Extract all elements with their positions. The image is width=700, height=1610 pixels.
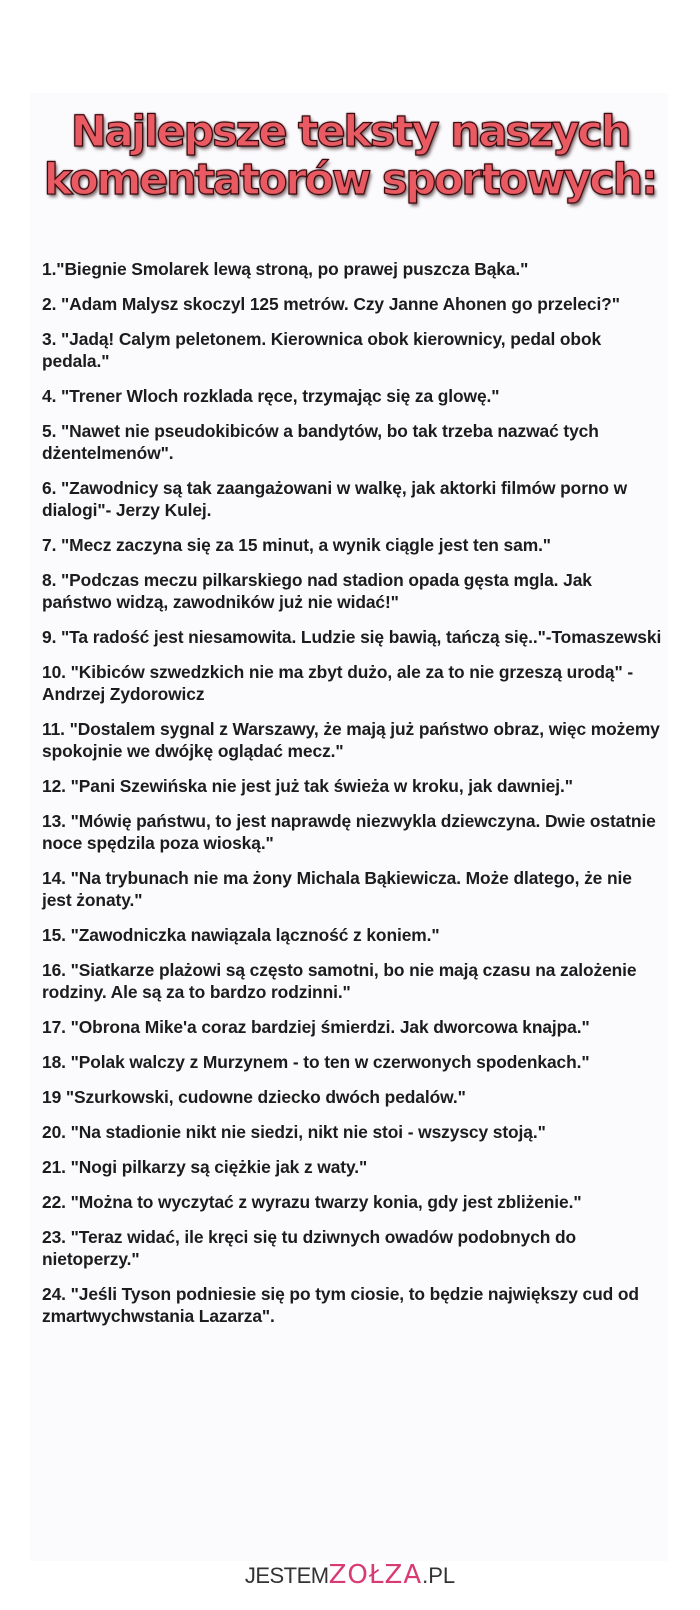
- quote-item: 18. "Polak walczy z Murzynem - to ten w czerwonych spodenkach.": [42, 1052, 590, 1072]
- quote-item: 12. "Pani Szewińska nie jest już tak świeża w kroku, jak dawniej.": [42, 776, 573, 796]
- quote-item: 15. "Zawodniczka nawiązala lączność z koniem.": [42, 925, 440, 945]
- logo-text-zolza: ZOŁZA: [328, 1560, 423, 1590]
- watermark-logo: [0, 1562, 700, 1589]
- quote-item: 2. "Adam Malysz skoczyl 125 metrów. Czy Janne Ahonen go przeleci?": [42, 294, 620, 314]
- title-line-2: komentatorów sportowych:: [43, 155, 657, 205]
- quote-item: 22. "Można to wyczytać z wyrazu twarzy konia, gdy jest zbliżenie.": [42, 1192, 582, 1212]
- quote-item: 13. "Mówię państwu, to jest naprawdę niezwykla dziewczyna. Dwie ostatnie noce spędzila poza wioską.": [42, 811, 656, 853]
- quote-item: 14. "Na trybunach nie ma żony Michala Bąkiewicza. Może dlatego, że nie jest żonaty.": [42, 868, 632, 910]
- quote-item: 19 "Szurkowski, cudowne dziecko dwóch pedalów.": [42, 1087, 466, 1107]
- page-title: [0, 108, 700, 204]
- quote-item: 16. "Siatkarze plażowi są często samotni, bo nie mają czasu na zalożenie rodziny. Ale są za to bardzo rodzinni.": [42, 960, 637, 1002]
- quote-item: 11. "Dostalem sygnal z Warszawy, że mają już państwo obraz, więc możemy spokojnie we dwójkę oglądać mecz.": [42, 719, 660, 761]
- quote-item: 1."Biegnie Smolarek lewą stroną, po prawej puszcza Bąka.": [42, 259, 529, 279]
- quote-item: 20. "Na stadionie nikt nie siedzi, nikt nie stoi - wszyscy stoją.": [42, 1122, 546, 1142]
- quote-item: 7. "Mecz zaczyna się za 15 minut, a wynik ciągle jest ten sam.": [42, 535, 551, 555]
- quotes-list: [42, 258, 662, 1340]
- title-line-1: Najlepsze teksty naszych: [70, 107, 630, 157]
- quote-item: 3. "Jadą! Calym peletonem. Kierownica obok kierownicy, pedal obok pedala.": [42, 329, 602, 371]
- quote-item: 8. "Podczas meczu pilkarskiego nad stadion opada gęsta mgla. Jak państwo widzą, zawodników już nie widać!": [42, 570, 592, 612]
- quote-item: 24. "Jeśli Tyson podniesie się po tym ciosie, to będzie największy cud od zmartwychwstania Lazarza".: [42, 1284, 639, 1326]
- quote-item: 10. "Kibiców szwedzkich nie ma zbyt dużo, ale za to nie grzeszą urodą" - Andrzej Zydorowicz: [42, 662, 634, 704]
- quote-item: 6. "Zawodnicy są tak zaangażowani w walkę, jak aktorki filmów porno w dialogi"- Jerzy Kulej.: [42, 478, 628, 520]
- quote-item: 23. "Teraz widać, ile kręci się tu dziwnych owadów podobnych do nietoperzy.": [42, 1227, 577, 1269]
- quote-item: 21. "Nogi pilkarzy są ciężkie jak z waty.": [42, 1157, 368, 1177]
- logo-text-jestem: JESTEM: [244, 1563, 329, 1588]
- quote-item: 9. "Ta radość jest niesamowita. Ludzie się bawią, tańczą się.."-Tomaszewski: [42, 627, 662, 647]
- quote-item: 4. "Trener Wloch rozklada ręce, trzymając się za glowę.": [42, 386, 500, 406]
- quote-item: 5. "Nawet nie pseudokibiców a bandytów, bo tak trzeba nazwać tych dżentelmenów".: [42, 421, 599, 463]
- quote-item: 17. "Obrona Mike'a coraz bardziej śmierdzi. Jak dworcowa knajpa.": [42, 1017, 590, 1037]
- logo-text-domain: .PL: [422, 1563, 456, 1588]
